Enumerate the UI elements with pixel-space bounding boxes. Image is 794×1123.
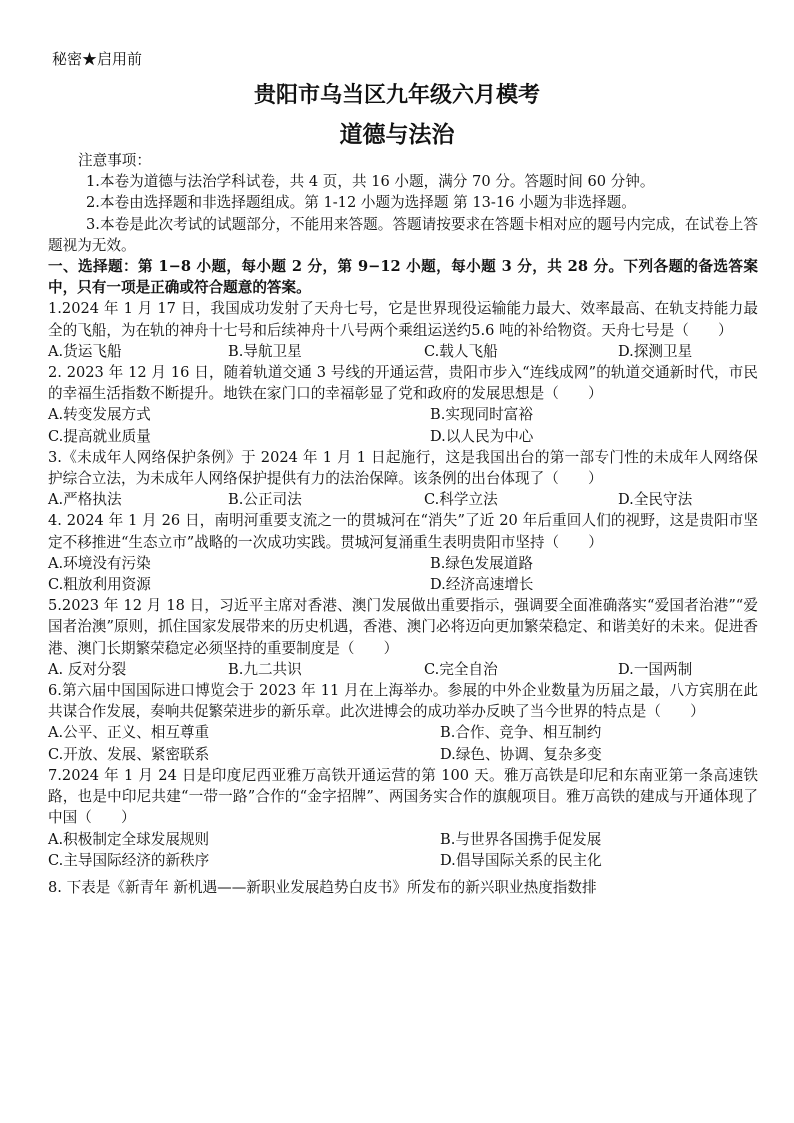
question-5-stem: 5.2023 年 12 月 18 日，习近平主席对香港、澳门发展做出重要指示，强调要全面准确落实“爱国者治港”“爱国者治澳”原则，抓住国家发展带来的历史机遇，香港、澳门必将迈向更加繁荣稳定、和谐美好的未来。促进香港、澳门长期繁荣稳定必须坚持的重要制度是（ ） bbox=[48, 597, 758, 657]
option-a: A. 反对分裂 bbox=[48, 660, 127, 678]
question-7-options-row-1 bbox=[48, 829, 758, 850]
question-5-options bbox=[48, 659, 758, 680]
option-d: D.倡导国际关系的民主化 bbox=[440, 851, 602, 869]
note-item-2: 2.本卷由选择题和非选择题组成。第 1-12 小题为选择题 第 13-16 小题为非选择题。 bbox=[86, 194, 636, 212]
option-d: D.绿色、协调、复杂多变 bbox=[440, 745, 602, 763]
option-b: B.九二共识 bbox=[228, 660, 302, 678]
option-a: A.积极制定全球发展规则 bbox=[48, 830, 210, 848]
question-6-options-row-1 bbox=[48, 722, 758, 743]
option-d: D.全民守法 bbox=[618, 491, 693, 509]
question-7-stem: 7.2024 年 1 月 24 日是印度尼西亚雅万高铁开通运营的第 100 天。雅万高铁是印尼和东南亚第一条高速铁路，也是中印尼共建“一带一路”合作的“金字招牌”、两国务实合作的旗舰项目。雅万高铁的建成与开通体现了中国（ ） bbox=[48, 766, 758, 827]
option-d: D.经济高速增长 bbox=[430, 576, 534, 594]
option-a: A.货运飞船 bbox=[48, 342, 122, 360]
question-2-stem: 2. 2023 年 12 月 16 日，随着轨道交通 3 号线的开通运营，贵阳市步入“连线成网”的轨道交通新时代，市民的幸福生活指数不断提升。地铁在家门口的幸福彰显了党和政府的发展思想是（ ） bbox=[48, 364, 758, 403]
question-4-stem: 4. 2024 年 1 月 26 日，南明河重要支流之一的贯城河在“消失”了近 20 年后重回人们的视野，这是贵阳市坚定不移推进“生态立市”战略的一次成功实践。贯城河复涌重生表明贵阳市坚持（ ） bbox=[48, 512, 758, 551]
option-d: D.以人民为中心 bbox=[430, 427, 534, 445]
option-c: C.科学立法 bbox=[424, 491, 498, 509]
subject-title: 道德与法治 bbox=[339, 122, 455, 148]
notes-heading: 注意事项： bbox=[78, 152, 151, 169]
note-item-1: 1.本卷为道德与法治学科试卷，共 4 页，共 16 小题，满分 70 分。答题时间 60 分钟。 bbox=[86, 173, 655, 191]
question-2-options-row-2 bbox=[48, 426, 758, 447]
question-6-stem: 6.第六届中国国际进口博览会于 2023 年 11 月在上海举办。参展的中外企业数量为历届之最，八方宾朋在此共谋合作发展，奏响共促繁荣进步的新乐章。此次进博会的成功举办反映了当今世界的特点是（ ） bbox=[48, 682, 758, 721]
option-d: D.探测卫星 bbox=[618, 342, 693, 360]
option-c: C.主导国际经济的新秩序 bbox=[48, 851, 210, 869]
question-3-stem: 3.《未成年人网络保护条例》于 2024 年 1 月 1 日起施行，这是我国出台的第一部专门性的未成年人网络保护综合立法，为未成年人网络保护提供有力的法治保障。该条例的出台体现了（ ） bbox=[48, 448, 758, 488]
question-1-options bbox=[48, 341, 758, 362]
option-a: A.环境没有污染 bbox=[48, 554, 151, 572]
option-b: B.绿色发展道路 bbox=[430, 554, 533, 572]
question-3-options bbox=[48, 489, 758, 510]
question-4-options-row-2 bbox=[48, 574, 758, 595]
exam-title: 贵阳市乌当区九年级六月模考 bbox=[253, 83, 540, 108]
option-c: C.完全自治 bbox=[424, 660, 498, 678]
option-a: A.转变发展方式 bbox=[48, 406, 151, 424]
exam-body bbox=[48, 150, 758, 898]
option-c: C.载人飞船 bbox=[424, 342, 498, 360]
option-b: B.合作、竞争、相互制约 bbox=[440, 724, 602, 742]
option-a: A.严格执法 bbox=[48, 491, 122, 509]
option-b: B.导航卫星 bbox=[228, 342, 302, 360]
option-b: B.实现同时富裕 bbox=[430, 406, 533, 424]
question-4-options-row-1 bbox=[48, 553, 758, 574]
option-c: C.开放、发展、紧密联系 bbox=[48, 745, 210, 763]
option-c: C.粗放利用资源 bbox=[48, 576, 151, 594]
question-2-options-row-1 bbox=[48, 404, 758, 425]
question-6-options-row-2 bbox=[48, 744, 758, 765]
question-1-stem: 1.2024 年 1 月 17 日，我国成功发射了天舟七号，它是世界现役运输能力最大、效率最高、在轨支持能力最全的飞船，为在轨的神舟十七号和后续神舟十八号两个乘组运送约5.6 吨的补给物资。天舟七号是（ ） bbox=[48, 300, 758, 339]
option-a: A.公平、正义、相互尊重 bbox=[48, 724, 210, 742]
option-b: B.公正司法 bbox=[228, 491, 302, 509]
question-7-options-row-2 bbox=[48, 850, 758, 871]
question-8-stem: 8. 下表是《新青年 新机遇——新职业发展趋势白皮书》所发布的新兴职业热度指数排 bbox=[48, 878, 597, 896]
option-d: D.一国两制 bbox=[618, 660, 693, 678]
option-b: B.与世界各国携手促发展 bbox=[440, 830, 602, 848]
option-c: C.提高就业质量 bbox=[48, 427, 151, 445]
confidential-label: 秘密★启用前 bbox=[52, 50, 143, 68]
note-item-3: 3.本卷是此次考试的试题部分，不能用来答题。答题请按要求在答题卡相对应的题号内完成，在试卷上答题视为无效。 bbox=[48, 215, 758, 254]
section-heading: 一、选择题：第 1−8 小题，每小题 2 分，第 9−12 小题，每小题 3 分，共 28 分。下列各题的备选答案中，只有一项是正确或符合题意的答案。 bbox=[48, 258, 758, 297]
